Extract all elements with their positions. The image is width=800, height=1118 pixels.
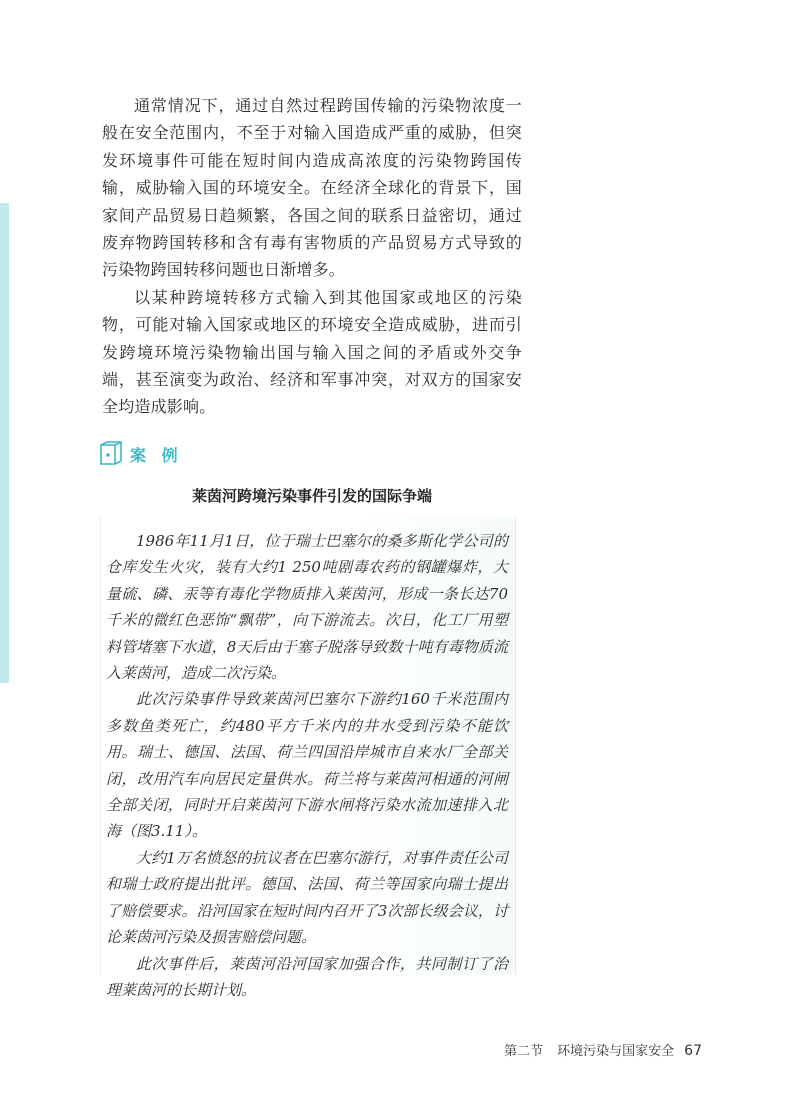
footer-chapter-title: 环境污染与国家安全: [557, 1044, 675, 1059]
page-footer: [504, 1040, 702, 1059]
case-paragraph: 此次污染事件导致莱茵河巴塞尔下游约160千米范围内多数鱼类死亡，约480平方千米内的井水受到污染不能饮用。瑞士、德国、法国、荷兰四国沿岸城市自来水厂全部关闭，改用汽车向居民定量供水。荷兰将与莱茵河相通的河闸全部关闭，同时开启莱茵河下游水闸将污染水流加速排入北海（图3.11）。: [106, 690, 508, 841]
case-paragraph: 此次事件后，莱茵河沿河国家加强合作，共同制订了治理莱茵河的长期计划。: [106, 954, 508, 999]
body-paragraph: 以某种跨境转移方式输入到其他国家或地区的污染物，可能对输入国家或地区的环境安全造成威胁，进而引发跨境环境污染物输出国与输入国之间的矛盾或外交争端，甚至演变为政治、经济和军事冲突，对双方的国家安全均造成影响。: [102, 287, 522, 417]
case-label: 案 例: [130, 445, 183, 465]
body-text: [102, 92, 522, 421]
side-tab-marker: [0, 203, 9, 683]
case-header: [98, 440, 183, 468]
footer-section: 第二节: [504, 1044, 544, 1059]
body-paragraph: 通常情况下，通过自然过程跨国传输的污染物浓度一般在安全范围内，不至于对输入国造成严重的威胁，但突发环境事件可能在短时间内造成高浓度的污染物跨国传输，威胁输入国的环境安全。在经济全球化的背景下，国家间产品贸易日趋频繁，各国之间的联系日益密切，通过废弃物跨国转移和含有毒有害物质的产品贸易方式导致的污染物跨国转移问题也日渐增多。: [102, 96, 522, 280]
case-book-icon: [98, 441, 124, 467]
case-paragraph: 大约1万名愤怒的抗议者在巴塞尔游行，对事件责任公司和瑞士政府提出批评。德国、法国、荷兰等国家向瑞士提出了赔偿要求。沿河国家在短时间内召开了3次部长级会议，讨论莱茵河污染及损害赔偿问题。: [106, 848, 508, 947]
case-title: 莱茵河跨境污染事件引发的国际争端: [191, 487, 432, 505]
case-text: [106, 528, 508, 1003]
page-number: 67: [684, 1043, 702, 1059]
case-paragraph: 1986年11月1日，位于瑞士巴塞尔的桑多斯化学公司的仓库发生火灾，装有大约1 250吨剧毒农药的钢罐爆炸，大量硫、磷、汞等有毒化学物质排入莱茵河，形成一条长达70千米的微红色恶饰“飘带”，向下游流去。次日，化工厂用塑料管堵塞下水道，8天后由于塞子脱落导致数十吨有毒物质流入莱茵河，造成二次污染。: [106, 532, 508, 683]
